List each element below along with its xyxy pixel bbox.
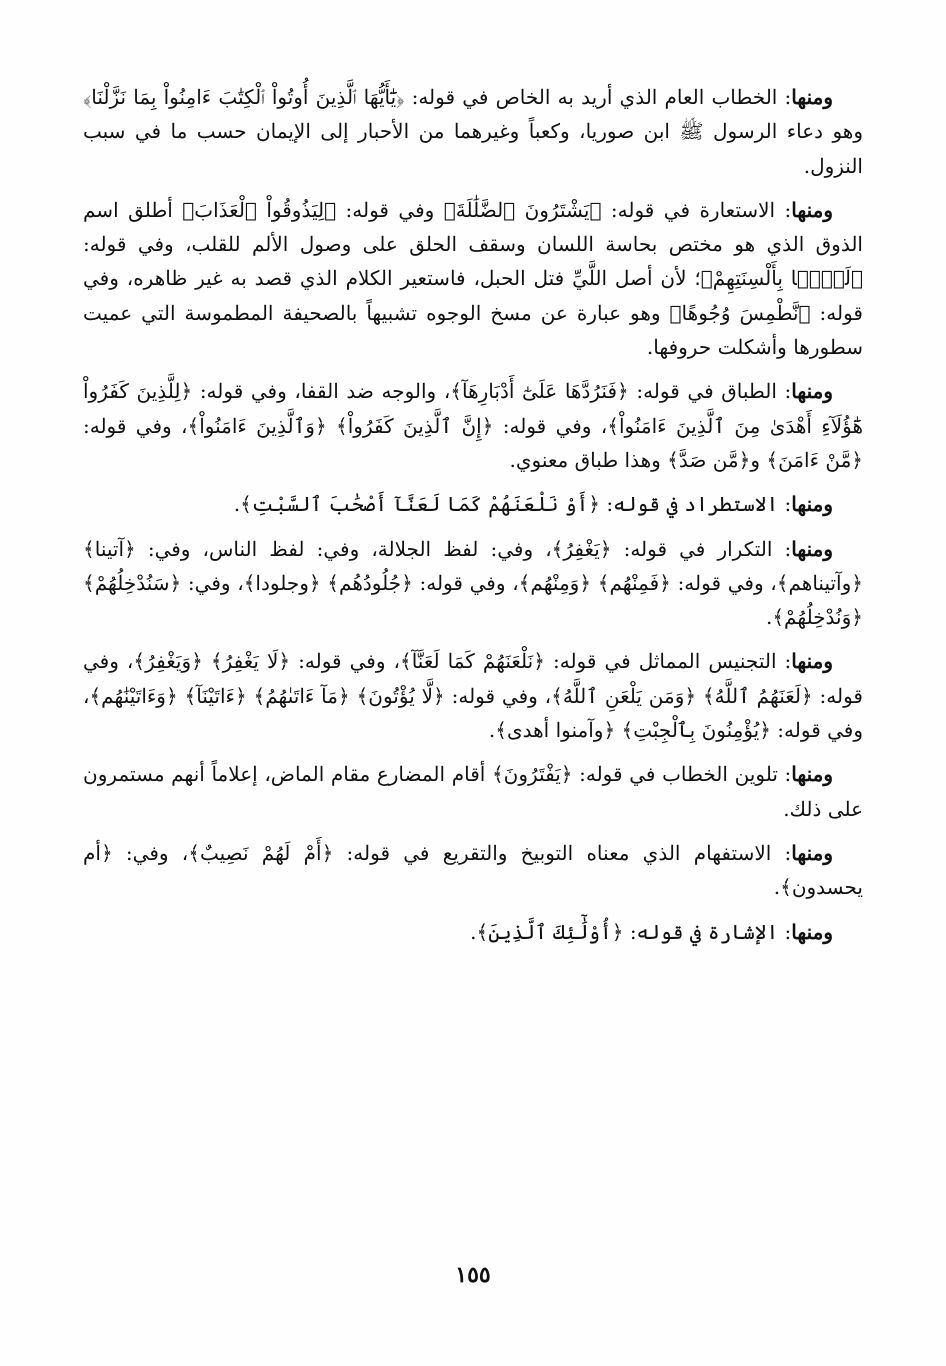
paragraph-paronomasia (83, 644, 863, 747)
paragraph-text: : الخطاب العام الذي أريد به الخاص في قوله: ﴿يَٰٓأَيُّهَا ٱلَّذِينَ أُوتُواْ ٱلْكِتَٰبَ ءَامِنُواْ بِمَا نَزَّلْنَا﴾ وهو دعاء الرسول ﷺ ابن صوريا، وكعباً وغيرهما من الأحبار إلى الإيمان حسب ما في سبب النزول. (83, 85, 863, 178)
paragraph-text: : الطباق في قوله: ﴿فَنَرُدَّهَا عَلَىٰٓ أَدْبَارِهَآ﴾، والوجه ضد القفا، وفي قوله: ﴿لِلَّذِينَ كَفَرُواْ هَٰٓؤُلَآءِ أَهْدَىٰ مِنَ ٱلَّذِينَ ءَامَنُواْ﴾، وفي قوله: ﴿إِنَّ ٱلَّذِينَ كَفَرُواْ﴾ ﴿وَٱلَّذِينَ ءَامَنُواْ﴾، وفي قوله: ﴿مَّنْ ءَامَنَ﴾ و﴿مَّن صَدَّ﴾ وهذا طباق معنوي. (83, 379, 863, 472)
paragraph-metaphor (83, 193, 863, 364)
paragraph-specific-address (83, 80, 863, 183)
paragraph-text: : الاستطراد في قوله: ﴿أَوْ نَلْعَنَهُمْ كَمَا لَعَنَّآ أَصْحَٰبَ ٱلسَّبْتِ﴾. (233, 492, 792, 517)
paragraph-lead: ومنها (791, 379, 833, 404)
paragraph-lead: ومنها (791, 649, 833, 674)
paragraph-digression (83, 487, 863, 521)
paragraph-text: : الاستفهام الذي معناه التوبيخ والتقريع في قوله: ﴿أَمْ لَهُمْ نَصِيبٌ﴾، وفي: ﴿أم يحسدون﴾. (83, 840, 863, 900)
page-body (83, 80, 863, 959)
page-number: ١٥٥ (455, 1262, 491, 1288)
paragraph-interrogation (83, 836, 863, 905)
paragraph-lead: ومنها (791, 762, 833, 787)
paragraph-text: : الإشارة في قوله: ﴿أُوْلَٰٓئِكَ ٱلَّذِينَ﴾. (470, 919, 792, 944)
paragraph-repetition (83, 532, 863, 635)
paragraph-address-shift (83, 757, 863, 826)
paragraph-text: : الاستعارة في قوله: ﴿يَشْتَرُونَ ٱلضَّلَٰلَةَ﴾ وفي قوله: ﴿لِيَذُوقُواْ ٱلْعَذَابَ﴾ أطلق اسم الذوق الذي هو مختص بحاسة اللسان وسقف الحلق على وصول الألم للقلب، وفي قوله: ﴿لَيًّۢا بِأَلْسِنَتِهِمْ﴾؛ لأن أصل اللَّيِّ فتل الحبل، فاستعير الكلام الذي قصد به غير ظاهره، وفي قوله: ﴿نَّطْمِسَ وُجُوهًا﴾ وهو عبارة عن مسخ الوجوه تشبيهاً بالصحيفة المطموسة التي عميت سطورها وأشكلت حروفها. (83, 197, 863, 360)
paragraph-lead: ومنها (791, 197, 833, 222)
paragraph-lead: ومنها (791, 919, 833, 944)
paragraph-lead: ومنها (791, 492, 833, 517)
paragraph-reference (83, 915, 863, 949)
paragraph-lead: ومنها (791, 840, 833, 865)
paragraph-lead: ومنها (791, 536, 833, 561)
paragraph-lead: ومنها (791, 85, 833, 109)
paragraph-text: : التكرار في قوله: ﴿يَغْفِرُ﴾، وفي: لفظ الجلالة، وفي: لفظ الناس، وفي: ﴿آتينا﴾ ﴿وآتيناهم﴾، وفي قوله: ﴿فَمِنْهُم﴾ ﴿وَمِنْهُم﴾، وفي قوله: ﴿جُلُودُهُم﴾ ﴿وجلودا﴾، وفي: ﴿سَنُدْخِلُهُمْ﴾ ﴿وَنُدْخِلُهُمْ﴾. (83, 536, 863, 630)
paragraph-text: : تلوين الخطاب في قوله: ﴿يَفْتَرُونَ﴾ أقام المضارع مقام الماض، إعلاماً أنهم مستمرون على ذلك. (83, 762, 863, 821)
paragraph-text: : التجنيس المماثل في قوله: ﴿نَلْعَنَهُمْ كَمَا لَعَنَّآ﴾، وفي قوله: ﴿لَا يَغْفِرُ﴾ ﴿وَيَغْفِرُ﴾، وفي قوله: ﴿لَعَنَهُمُ ٱللَّهُ﴾ ﴿وَمَن يَلْعَنِ ٱللَّهُ﴾، وفي قوله: ﴿لَّا يُؤْتُونَ﴾ ﴿مَآ ءَاتَىٰهُمُ﴾ ﴿ءَاتَيْنَآ﴾ ﴿وَءَاتَيْنَٰهُم﴾، وفي قوله: ﴿يُؤْمِنُونَ بِٱلْجِبْتِ﴾ ﴿وآمنوا أهدى﴾. (83, 649, 863, 743)
paragraph-antithesis (83, 374, 863, 477)
